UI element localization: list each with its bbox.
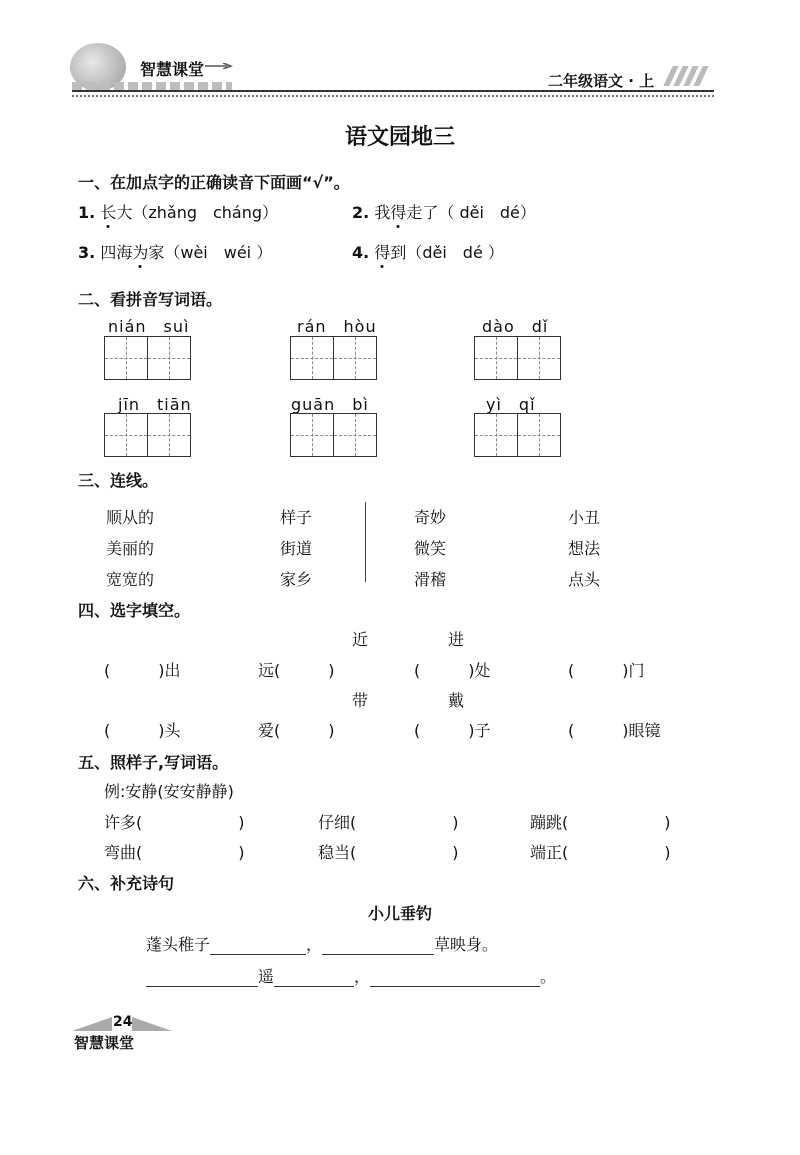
s1-item-2: 2. 我得走了（ děi dé）	[352, 203, 536, 222]
writing-grid-5[interactable]	[290, 413, 377, 457]
fill-blank[interactable]: ( )门	[568, 661, 645, 680]
page-number: 24	[113, 1014, 133, 1030]
header-rule-dotted	[72, 95, 714, 97]
poem-blank[interactable]	[370, 970, 540, 987]
fill-blank[interactable]: ( )处	[414, 661, 491, 680]
header-rule	[72, 90, 714, 92]
poem-blank[interactable]	[210, 938, 306, 955]
match-item[interactable]: 街道	[280, 539, 313, 558]
header-brand: 智慧课堂	[140, 60, 205, 79]
pinyin-1: nián suì	[108, 317, 190, 336]
word-blank[interactable]: 稳当( )	[318, 843, 459, 862]
section-6-heading: 六、补充诗句	[78, 874, 175, 893]
choice-char-2: 进	[448, 630, 465, 649]
fill-blank[interactable]: ( )眼镜	[568, 721, 661, 740]
section-3-heading: 三、连线。	[78, 471, 159, 490]
match-col-1	[106, 502, 154, 595]
match-item[interactable]: 想法	[568, 539, 601, 558]
match-item[interactable]: 样子	[280, 508, 313, 527]
pinyin-6: yì qǐ	[486, 395, 536, 414]
match-item[interactable]: 滑稽	[414, 570, 447, 589]
writing-grid-3[interactable]	[474, 336, 561, 380]
writing-grid-2[interactable]	[290, 336, 377, 380]
poem-line-1: 蓬头稚子 ， 草映身。	[146, 935, 499, 954]
match-col-4	[568, 502, 600, 595]
arrow-icon	[205, 63, 233, 69]
section-2-heading: 二、看拼音写词语。	[78, 290, 223, 309]
word-blank[interactable]: 仔细( )	[318, 813, 459, 832]
pinyin-4: jīn tiān	[118, 395, 192, 414]
poem-blank[interactable]	[322, 938, 434, 955]
word-blank[interactable]: 蹦跳( )	[530, 813, 671, 832]
choice-char-1: 近	[352, 630, 369, 649]
choice-char-3: 带	[352, 691, 369, 710]
section-1-heading: 一、在加点字的正确读音下面画“√”。	[78, 173, 350, 192]
word-blank[interactable]: 弯曲( )	[104, 843, 245, 862]
s1-item-1: 1. 长大（zhǎng cháng）	[78, 203, 279, 222]
match-item[interactable]: 微笑	[414, 539, 447, 558]
footer-brand: 智慧课堂	[74, 1034, 135, 1052]
writing-grid-6[interactable]	[474, 413, 561, 457]
page-title: 语文园地三	[344, 125, 455, 150]
section-4-heading: 四、选字填空。	[78, 601, 191, 620]
writing-grid-4[interactable]	[104, 413, 191, 457]
example-text: 例:安静(安安静静)	[104, 782, 234, 801]
section-5-heading: 五、照样子,写词语。	[78, 753, 229, 772]
fill-blank[interactable]: 爱( )	[258, 721, 335, 740]
word-blank[interactable]: 许多( )	[104, 813, 245, 832]
pinyin-5: guān bì	[291, 395, 369, 414]
poem-title: 小儿垂钓	[367, 904, 432, 923]
match-item[interactable]: 顺从的	[106, 508, 155, 527]
match-item[interactable]: 奇妙	[414, 508, 447, 527]
header-grade: 二年级语文 · 上	[548, 72, 655, 90]
s1-item-4: 4. 得到（děi dé ）	[352, 243, 504, 262]
match-col-3	[414, 502, 446, 595]
fill-blank[interactable]: ( )子	[414, 721, 491, 740]
fill-blank[interactable]: 远( )	[258, 661, 335, 680]
pinyin-3: dào dǐ	[482, 317, 549, 336]
slash-decoration	[668, 66, 708, 90]
match-divider	[365, 502, 366, 582]
match-item[interactable]: 美丽的	[106, 539, 155, 558]
match-item[interactable]: 宽宽的	[106, 570, 155, 589]
poem-blank[interactable]	[146, 970, 258, 987]
match-item[interactable]: 点头	[568, 570, 601, 589]
match-item[interactable]: 家乡	[280, 570, 313, 589]
writing-grid-1[interactable]	[104, 336, 191, 380]
fill-blank[interactable]: ( )出	[104, 661, 181, 680]
poem-line-2: 遥 ， 。	[146, 964, 556, 987]
s1-item-3: 3. 四海为家（wèi wéi ）	[78, 243, 273, 262]
header-dash-bar	[72, 82, 232, 90]
pinyin-2: rán hòu	[297, 317, 377, 336]
poem-blank[interactable]	[274, 970, 354, 987]
match-item[interactable]: 小丑	[568, 508, 601, 527]
choice-char-4: 戴	[448, 691, 465, 710]
match-col-2	[280, 502, 312, 595]
fill-blank[interactable]: ( )头	[104, 721, 181, 740]
word-blank[interactable]: 端正( )	[530, 843, 671, 862]
